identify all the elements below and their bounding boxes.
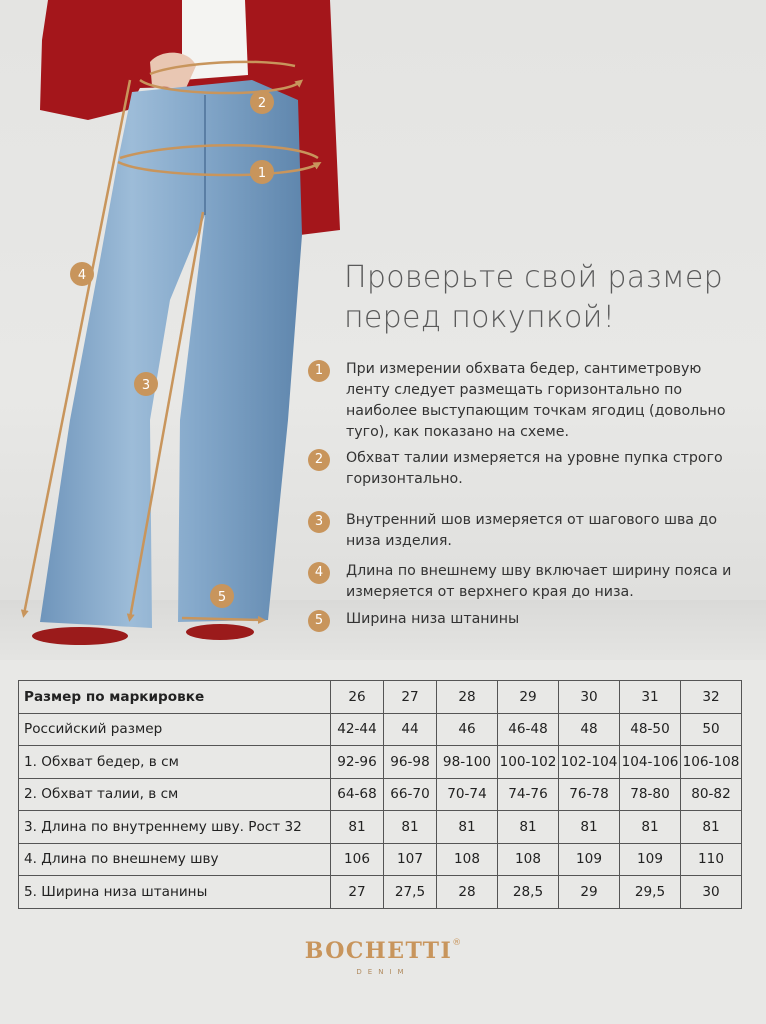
table-cell: 98-100	[437, 746, 498, 779]
table-cell: 110	[681, 843, 742, 876]
table-row	[19, 713, 742, 746]
table-cell: 81	[498, 811, 559, 844]
table-cell: 31	[620, 681, 681, 714]
note-2	[308, 448, 748, 490]
headline-line-1: Проверьте свой размер	[344, 260, 723, 295]
note-text-2: Обхват талии измеряется на уровне пупка строго горизонтально.	[346, 450, 723, 487]
note-text-5: Ширина низа штанины	[346, 611, 520, 627]
table-cell: 108	[437, 843, 498, 876]
note-text-4: Длина по внешнему шву включает ширину пояса и измеряется от верхнего края до низа.	[346, 563, 732, 600]
table-cell: 106-108	[681, 746, 742, 779]
row-label: Российский размер	[19, 713, 331, 746]
note-badge-5: 5	[308, 610, 330, 632]
marker-3	[134, 372, 158, 396]
table-cell: 48-50	[620, 713, 681, 746]
row-label: 3. Длина по внутреннему шву. Рост 32	[19, 811, 331, 844]
size-table	[18, 680, 742, 909]
right-shoe	[186, 624, 254, 640]
table-row	[19, 843, 742, 876]
table-cell: 50	[681, 713, 742, 746]
table-cell: 102-104	[559, 746, 620, 779]
table-cell: 29,5	[620, 876, 681, 909]
marker-1	[250, 160, 274, 184]
table-cell: 66-70	[384, 778, 437, 811]
note-3	[308, 510, 748, 552]
table-cell: 27	[331, 876, 384, 909]
table-cell: 42-44	[331, 713, 384, 746]
table-cell: 28	[437, 681, 498, 714]
note-5	[308, 609, 748, 632]
table-cell: 81	[681, 811, 742, 844]
table-cell: 48	[559, 713, 620, 746]
brand-registered-mark: ®	[452, 938, 462, 948]
table-cell: 46	[437, 713, 498, 746]
table-cell: 74-76	[498, 778, 559, 811]
table-cell: 70-74	[437, 778, 498, 811]
table-row	[19, 746, 742, 779]
table-cell: 46-48	[498, 713, 559, 746]
svg-text:5: 5	[217, 590, 227, 605]
note-badge-1: 1	[308, 360, 330, 382]
marker-4	[70, 262, 94, 286]
table-cell: 64-68	[331, 778, 384, 811]
table-row	[19, 778, 742, 811]
table-cell: 29	[498, 681, 559, 714]
table-cell: 78-80	[620, 778, 681, 811]
row-label: Размер по маркировке	[19, 681, 331, 714]
row-label: 4. Длина по внешнему шву	[19, 843, 331, 876]
table-cell: 27,5	[384, 876, 437, 909]
headline-line-2: перед покупкой!	[344, 300, 616, 335]
note-badge-4: 4	[308, 562, 330, 584]
table-cell: 100-102	[498, 746, 559, 779]
table-cell: 32	[681, 681, 742, 714]
note-badge-2: 2	[308, 449, 330, 471]
table-row	[19, 876, 742, 909]
table-cell: 108	[498, 843, 559, 876]
table-cell: 28	[437, 876, 498, 909]
table-cell: 109	[559, 843, 620, 876]
table-cell: 106	[331, 843, 384, 876]
table-row	[19, 811, 742, 844]
table-cell: 81	[331, 811, 384, 844]
table-cell: 26	[331, 681, 384, 714]
table-cell: 96-98	[384, 746, 437, 779]
table-cell: 92-96	[331, 746, 384, 779]
table-cell: 29	[559, 876, 620, 909]
note-4	[308, 561, 748, 603]
row-label: 1. Обхват бедер, в см	[19, 746, 331, 779]
table-cell: 109	[620, 843, 681, 876]
svg-text:4: 4	[77, 268, 87, 283]
svg-text:2: 2	[257, 96, 267, 111]
table-cell: 28,5	[498, 876, 559, 909]
table-cell: 107	[384, 843, 437, 876]
svg-text:1: 1	[257, 166, 267, 181]
left-shoe	[32, 627, 128, 645]
table-cell: 30	[559, 681, 620, 714]
table-cell: 80-82	[681, 778, 742, 811]
note-1	[308, 359, 748, 443]
table-cell: 81	[620, 811, 681, 844]
table-cell: 81	[384, 811, 437, 844]
brand-logo	[0, 938, 766, 976]
note-text-1: При измерении обхвата бедер, сантиметровую ленту следует размещать горизонтально по наиболее выступающим точкам ягодиц (довольно туго), как показано на схеме.	[346, 361, 726, 440]
table-row	[19, 681, 742, 714]
note-text-3: Внутренний шов измеряется от шагового шва до низа изделия.	[346, 512, 718, 549]
table-cell: 44	[384, 713, 437, 746]
table-cell: 81	[437, 811, 498, 844]
svg-text:3: 3	[141, 378, 151, 393]
row-label: 2. Обхват талии, в см	[19, 778, 331, 811]
row-label: 5. Ширина низа штанины	[19, 876, 331, 909]
brand-subtitle: DENIM	[356, 968, 410, 976]
headline	[344, 258, 744, 338]
table-cell: 81	[559, 811, 620, 844]
note-badge-3: 3	[308, 511, 330, 533]
table-cell: 104-106	[620, 746, 681, 779]
marker-2	[250, 90, 274, 114]
table-cell: 27	[384, 681, 437, 714]
brand-name: BOCHETTI	[304, 938, 453, 964]
marker-5	[210, 584, 234, 608]
table-cell: 30	[681, 876, 742, 909]
table-cell: 76-78	[559, 778, 620, 811]
